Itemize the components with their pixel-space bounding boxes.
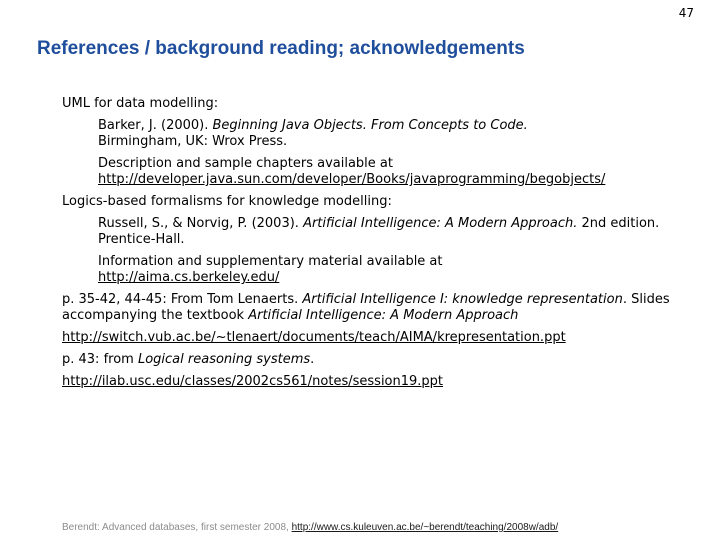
logical-reference (62, 352, 702, 368)
lenaerts-book: Artificial Intelligence: A Modern Approach (248, 308, 519, 323)
logical-link-row (62, 374, 702, 390)
aima-link[interactable]: http://aima.cs.berkeley.edu/ (98, 270, 280, 285)
barker-reference (98, 118, 702, 150)
russell-title: Artificial Intelligence: A Modern Approach. (303, 216, 578, 231)
russell-desc-text: Information and supplementary material available at (98, 254, 443, 269)
logics-heading: Logics-based formalisms for knowledge modelling: (62, 194, 392, 209)
lenaerts-reference (62, 292, 702, 324)
russell-author: Russell, S., & Norvig, P. (2003). (98, 216, 304, 231)
footer-text: Berendt: Advanced databases, first semester 2008, (62, 522, 292, 533)
logical-pages: p. 43: from (62, 352, 138, 367)
slide-content (62, 96, 702, 396)
russell-publisher: 2nd edition. Prentice-Hall. (98, 216, 660, 247)
logical-link[interactable]: http://ilab.usc.edu/classes/2002cs561/notes/session19.ppt (62, 374, 444, 389)
russell-description (98, 254, 702, 286)
logical-title: Logical reasoning systems (137, 352, 311, 367)
barker-desc-text: Description and sample chapters available at (98, 156, 393, 171)
logical-end: . (310, 352, 315, 367)
uml-heading: UML for data modelling: (62, 96, 219, 111)
barker-link[interactable]: http://developer.java.sun.com/developer/Books/javaprogramming/begobjects/ (98, 172, 606, 187)
lenaerts-middle: . Slides accompanying the textbook (62, 292, 670, 323)
barker-description (98, 156, 702, 188)
footer-link[interactable]: http://www.cs.kuleuven.ac.be/~berendt/teaching/2008w/adb/ (291, 522, 559, 533)
lenaerts-pages: p. 35-42, 44-45: From Tom Lenaerts. (62, 292, 303, 307)
lenaerts-link[interactable]: http://switch.vub.ac.be/~tlenaert/documents/teach/AIMA/krepresentation.ppt (62, 330, 566, 345)
barker-title: Beginning Java Objects. From Concepts to Code. (212, 118, 528, 133)
barker-publisher: Birmingham, UK: Wrox Press. (98, 134, 288, 149)
page-number: 47 (678, 6, 694, 20)
footer (62, 522, 558, 533)
slide-title: References / background reading; acknowledgements (37, 38, 525, 59)
lenaerts-title: Artificial Intelligence I: knowledge representation (302, 292, 623, 307)
lenaerts-link-row (62, 330, 702, 346)
russell-reference (98, 216, 702, 248)
barker-author: Barker, J. (2000). (98, 118, 213, 133)
